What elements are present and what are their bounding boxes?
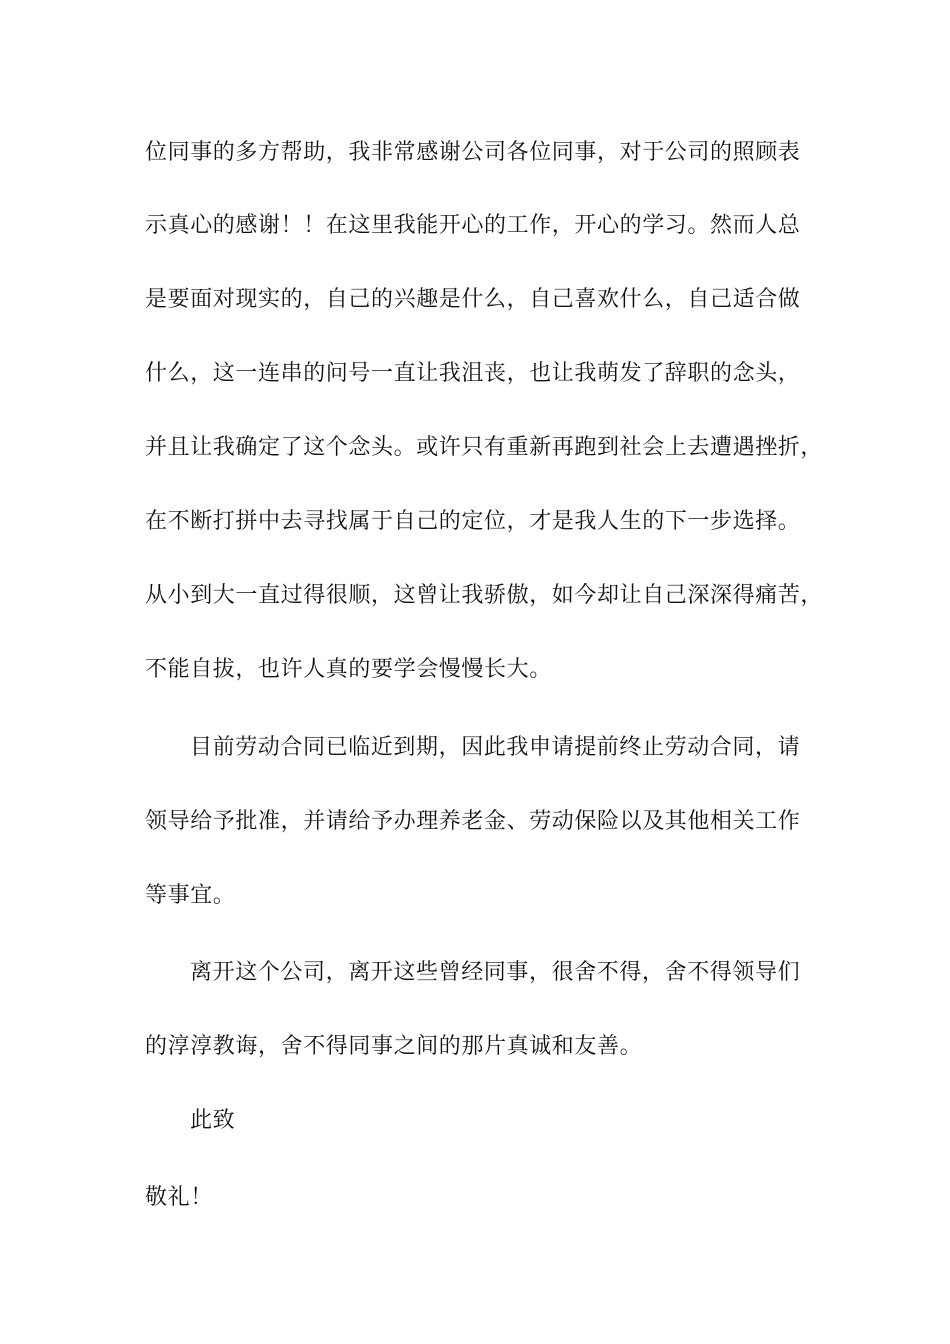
paragraph-line-5: 并且让我确定了这个念头。或许只有重新再跑到社会上去遭遇挫折， xyxy=(145,435,824,460)
paragraph-line-6: 在不断打拼中去寻找属于自己的定位，才是我人生的下一步选择。 xyxy=(145,509,801,534)
paragraph-line-4: 什么，这一连串的问号一直让我沮丧，也让我萌发了辞职的念头， xyxy=(145,361,801,386)
paragraph-line-8: 不能自拔，也许人真的要学会慢慢长大。 xyxy=(145,657,552,682)
closing-respect: 敬礼！ xyxy=(145,1185,213,1210)
paragraph-line-10: 领导给予批准，并请给予办理养老金、劳动保险以及其他相关工作 xyxy=(145,809,801,834)
paragraph-line-1: 位同事的多方帮助，我非常感谢公司各位同事，对于公司的照顾表 xyxy=(145,140,801,165)
paragraph-line-9: 目前劳动合同已临近到期，因此我申请提前终止劳动合同，请 xyxy=(190,735,801,760)
paragraph-line-3: 是要面对现实的，自己的兴趣是什么，自己喜欢什么，自己适合做 xyxy=(145,287,801,312)
closing-salutation: 此致 xyxy=(190,1108,236,1133)
paragraph-line-12: 离开这个公司，离开这些曾经同事，很舍不得，舍不得领导们 xyxy=(190,960,801,985)
paragraph-line-2: 示真心的感谢！！在这里我能开心的工作，开心的学习。然而人总 xyxy=(145,213,801,238)
paragraph-line-7: 从小到大一直过得很顺，这曾让我骄傲，如今却让自己深深得痛苦， xyxy=(145,583,824,608)
paragraph-line-13: 的淳淳教诲，舍不得同事之间的那片真诚和友善。 xyxy=(145,1034,643,1059)
paragraph-line-11: 等事宜。 xyxy=(145,883,236,908)
